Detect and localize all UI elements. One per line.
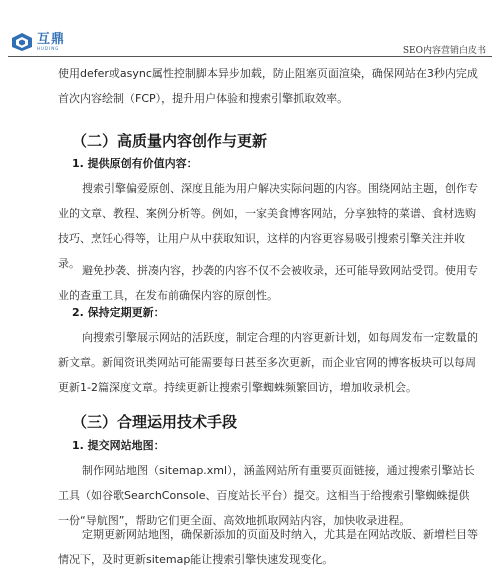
logo-name: 互鼎 bbox=[37, 32, 66, 47]
header-divider bbox=[8, 56, 492, 57]
subheading-regular-updates: 2. 保持定期更新： bbox=[72, 306, 165, 319]
subheading-sitemap: 1. 提交网站地图： bbox=[72, 439, 165, 452]
paragraph-avoid-plagiarism: 避免抄袭、拼凑内容，抄袭的内容不仅不会被收录，还可能导致网站受罚。使用专业的查重工具，在发布前确保内容的原创性。 bbox=[58, 264, 478, 302]
paragraph-regular-updates: 向搜索引擎展示网站的活跃度，制定合理的内容更新计划，如每周发布一定数量的新文章。新闻资讯类网站可能需要每日甚至多次更新，而企业官网的博客板块可以每周更新1-2篇深度文章。持续更新让搜索引擎蜘蛛频繁回访，增加收录机会。 bbox=[58, 331, 478, 394]
logo-mark-icon bbox=[10, 32, 34, 52]
company-logo bbox=[10, 32, 65, 52]
document-title: SEO内容营销白皮书 bbox=[402, 46, 486, 56]
logo-subtitle: HUDING bbox=[37, 46, 60, 51]
page-header bbox=[0, 0, 500, 56]
paragraph-original-content: 搜索引擎偏爱原创、深度且能为用户解决实际问题的内容。围绕网站主题，创作专业的文章、教程、案例分析等。例如，一家美食博客网站，分享独特的菜谱、食材选购技巧、烹饪心得等，让用户从中获取知识，这样的内容更容易吸引搜索引擎关注并收录。 bbox=[58, 182, 478, 270]
section-heading-content: （二）高质量内容创作与更新 bbox=[72, 132, 268, 150]
paragraph-sitemap-submit: 制作网站地图（sitemap.xml），涵盖网站所有重要页面链接，通过搜索引擎站长工具（如谷歌SearchConsole、百度站长平台）提交。这相当于给搜索引擎蜘蛛提供一份“导航图”，帮助它们更全面、高效地抓取网站内容，加快收录进程。 bbox=[58, 464, 475, 527]
paragraph-sitemap-update: 定期更新网站地图，确保新添加的页面及时纳入，尤其是在网站改版、新增栏目等情况下，及时更新sitemap能让搜索引擎快速发现变化。 bbox=[58, 528, 478, 566]
subheading-original-content: 1. 提供原创有价值内容： bbox=[72, 157, 198, 170]
paragraph-script-loading: 使用defer或async属性控制脚本异步加载，防止阻塞页面渲染，确保网站在3秒内完成首次内容绘制（FCP），提升用户体验和搜索引擎抓取效率。 bbox=[58, 67, 478, 105]
section-heading-technical: （三）合理运用技术手段 bbox=[72, 413, 238, 431]
